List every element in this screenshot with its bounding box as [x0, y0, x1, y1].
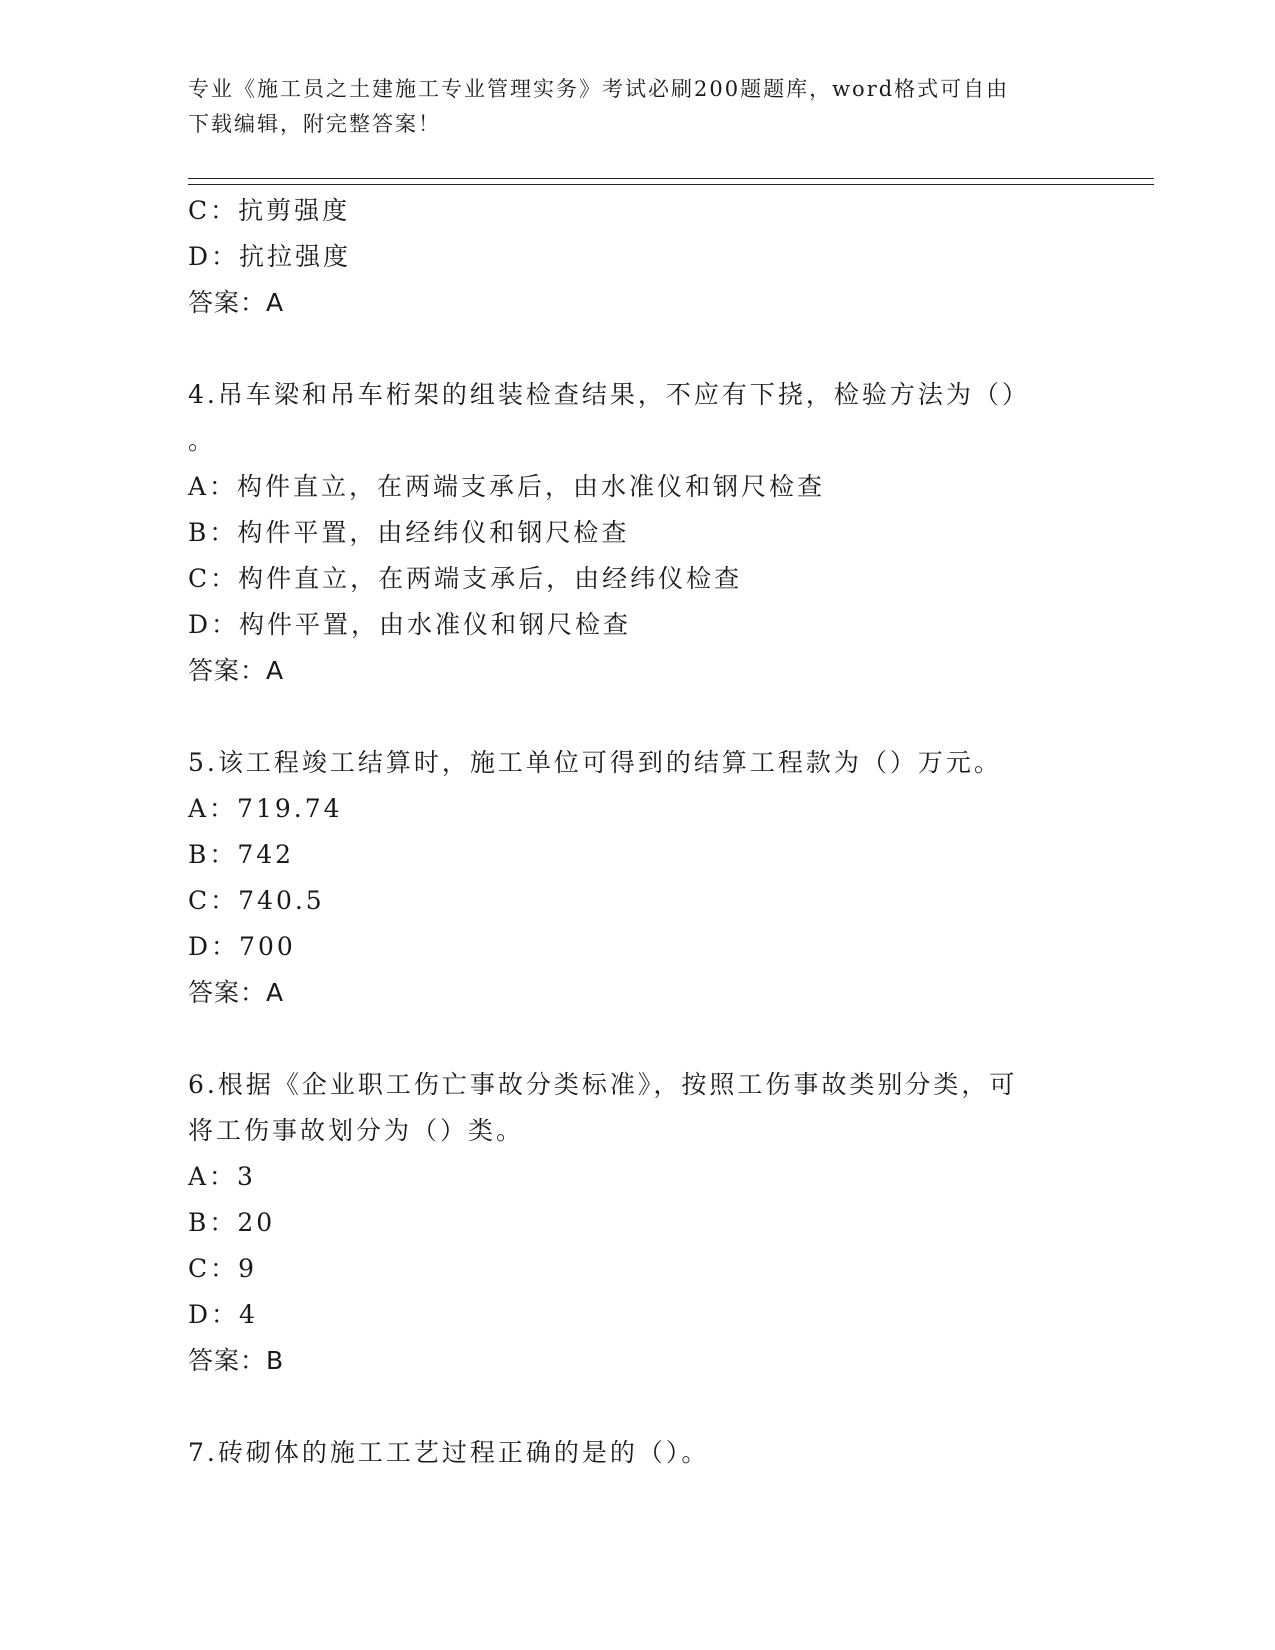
spacer — [188, 694, 1088, 740]
option-d: D：构件平置，由水准仪和钢尺检查 — [188, 610, 632, 639]
previous-question-tail — [188, 188, 1088, 326]
document-header — [188, 72, 1068, 142]
question-stem: 7.砖砌体的施工工艺过程正确的是的（）。 — [188, 1438, 710, 1467]
question-4 — [188, 372, 1088, 694]
option-a: A：构件直立，在两端支承后，由水准仪和钢尺检查 — [188, 472, 826, 501]
spacer — [188, 1016, 1088, 1062]
question-stem: 4.吊车梁和吊车桁架的组装检查结果，不应有下挠，检验方法为（） — [188, 380, 1030, 409]
question-5 — [188, 740, 1088, 1016]
option-a: A：719.74 — [188, 794, 343, 823]
answer: 答案：B — [188, 1346, 285, 1375]
option-c: C：构件直立，在两端支承后，由经纬仪检查 — [188, 564, 743, 593]
question-7 — [188, 1430, 1088, 1476]
question-stem-continuation: 。 — [188, 426, 217, 455]
answer: 答案：A — [188, 978, 285, 1007]
spacer — [188, 1384, 1088, 1430]
answer: 答案：A — [188, 288, 285, 317]
option-b: B：构件平置，由经纬仪和钢尺检查 — [188, 518, 630, 547]
question-stem: 6.根据《企业职工伤亡事故分类标准》，按照工伤事故类别分类，可 — [188, 1070, 1018, 1099]
spacer — [188, 326, 1088, 372]
question-stem: 5.该工程竣工结算时，施工单位可得到的结算工程款为（）万元。 — [188, 748, 1002, 777]
option-d: D：4 — [188, 1300, 258, 1329]
answer: 答案：A — [188, 656, 285, 685]
header-divider-bottom — [188, 184, 1154, 185]
option-d: D：抗拉强度 — [188, 242, 352, 271]
header-title-line1: 专业《施工员之土建施工专业管理实务》考试必刷200题题库，word格式可自由 — [188, 77, 1010, 101]
header-divider-top — [188, 178, 1154, 179]
question-6 — [188, 1062, 1088, 1384]
header-title-line2: 下载编辑，附完整答案！ — [188, 112, 441, 136]
option-b: B：20 — [188, 1208, 276, 1237]
option-b: B：742 — [188, 840, 295, 869]
option-c: C：9 — [188, 1254, 258, 1283]
option-c: C：740.5 — [188, 886, 325, 915]
option-c: C：抗剪强度 — [188, 196, 351, 225]
question-stem-continuation: 将工伤事故划分为（）类。 — [188, 1116, 525, 1145]
question-list — [188, 188, 1088, 1476]
option-a: A：3 — [188, 1162, 256, 1191]
option-d: D：700 — [188, 932, 296, 961]
